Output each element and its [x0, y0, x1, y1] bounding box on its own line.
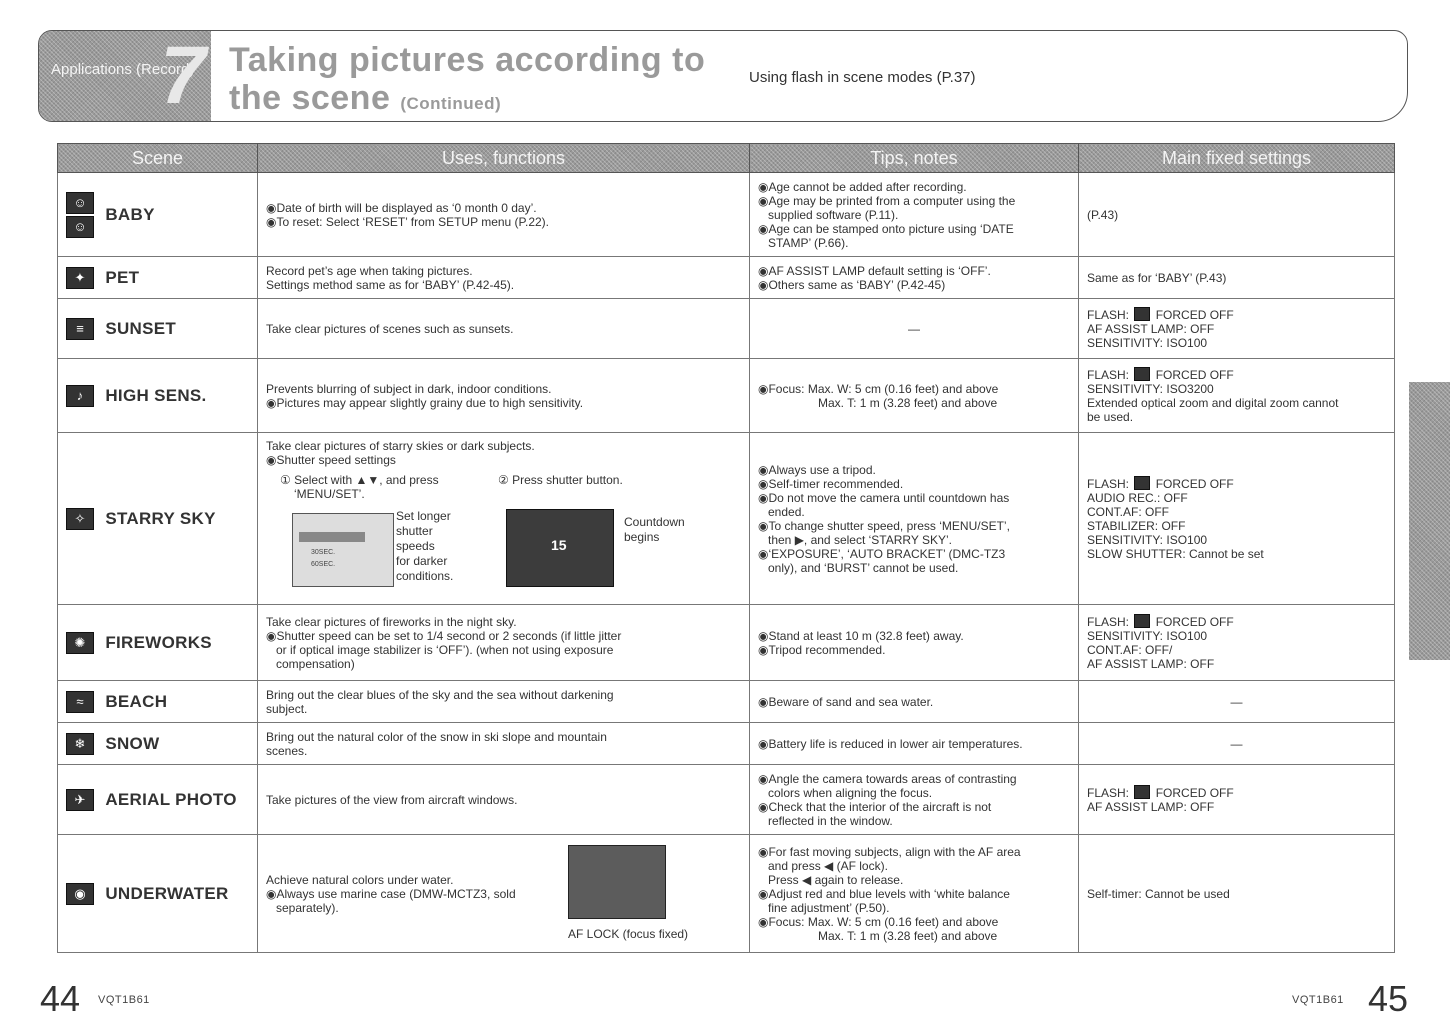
- scene-cell: [58, 605, 258, 681]
- text-line: ◉Shutter speed settings: [266, 453, 396, 467]
- table-row-pet: [58, 257, 1395, 299]
- text-line: supplied software (P.11).: [768, 207, 899, 222]
- scene-name-aerial-photo: AERIAL PHOTO: [105, 789, 237, 809]
- uses-cell: [258, 723, 750, 765]
- text-line: shutter: [396, 524, 433, 538]
- scene-cell: [58, 835, 258, 953]
- text-line: (P.43): [1087, 207, 1119, 222]
- text-line: Max. T: 1 m (3.28 feet) and above: [818, 928, 998, 943]
- scene-cell: [58, 299, 258, 359]
- scene-name-baby: BABY: [105, 204, 155, 224]
- tips-cell: [750, 765, 1079, 835]
- flash-label: FLASH:: [1087, 477, 1130, 491]
- model-code-left: VQT1B61: [98, 994, 150, 1006]
- text-line: AUDIO REC.: OFF: [1087, 491, 1188, 505]
- tips-cell: [750, 173, 1079, 257]
- text-line: and press ◀ (AF lock).: [768, 858, 888, 873]
- settings-cell: [1079, 433, 1395, 605]
- text-line: SENSITIVITY: ISO3200: [1087, 382, 1214, 396]
- text-line: AF ASSIST LAMP: OFF: [1087, 322, 1215, 336]
- text-line: Bring out the natural color of the snow in ski slope and mountain: [266, 729, 607, 744]
- text-line: ◉AF ASSIST LAMP default setting is ‘OFF’.: [758, 263, 991, 278]
- table-row-sunset: [58, 299, 1395, 359]
- starry-sky-icon: ✧: [66, 508, 94, 530]
- text-line: reflected in the window.: [768, 813, 893, 828]
- text-line: SENSITIVITY: ISO100: [1087, 533, 1208, 547]
- text-line: ◉Shutter speed can be set to 1/4 second or 2 seconds (if little jitter: [266, 628, 622, 643]
- tips-cell: [750, 299, 1079, 359]
- flash-label: FLASH:: [1087, 615, 1130, 629]
- text-line: ◉Always use marine case (DMW-MCTZ3, sold: [266, 886, 516, 901]
- settings-cell: [1079, 359, 1395, 433]
- text-line: Extended optical zoom and digital zoom cannot: [1087, 396, 1339, 410]
- flash-label: FLASH:: [1087, 786, 1130, 800]
- uses-cell: [258, 359, 750, 433]
- text-line: only), and ‘BURST’ cannot be used.: [768, 560, 959, 575]
- text-line: ◉Tripod recommended.: [758, 642, 886, 657]
- text-line: ◉Stand at least 10 m (32.8 feet) away.: [758, 628, 964, 643]
- text-line: CONT.AF: OFF/: [1087, 643, 1173, 657]
- menu-row: 60SEC.: [311, 561, 336, 568]
- scene-name-fireworks: FIREWORKS: [105, 632, 212, 652]
- text-line: ◉Age can be stamped onto picture using ‘DATE: [758, 221, 1014, 236]
- sunset-icon: ≡: [66, 318, 94, 340]
- text-line: FORCED OFF: [1155, 615, 1234, 629]
- text-line: ◉Age may be printed from a computer using the: [758, 193, 1016, 208]
- flash-off-icon: [1134, 307, 1150, 321]
- text-line: ◉To reset: Select ‘RESET’ from SETUP menu (P.22).: [266, 214, 550, 229]
- text-line: Countdown: [624, 515, 685, 529]
- underwater-icon: ◉: [66, 883, 94, 905]
- text-line: Set longer: [396, 509, 451, 523]
- text-line: conditions.: [396, 569, 454, 583]
- table-row-starry-sky: [58, 433, 1395, 605]
- flash-off-icon: [1134, 614, 1150, 628]
- text-line: FORCED OFF: [1155, 786, 1234, 800]
- step-1: [280, 473, 490, 501]
- text-line: SENSITIVITY: ISO100: [1087, 336, 1208, 350]
- scene-name-pet: PET: [105, 267, 140, 287]
- beach-icon: ≈: [66, 691, 94, 713]
- scene-name-underwater: UNDERWATER: [105, 883, 229, 903]
- text-line: SLOW SHUTTER: Cannot be set: [1087, 547, 1264, 561]
- text-line: ◉Adjust red and blue levels with ‘white balance: [758, 886, 1010, 901]
- text-line: —: [1230, 736, 1243, 751]
- text-line: ◉Self-timer recommended.: [758, 476, 904, 491]
- text-line: Take clear pictures of fireworks in the night sky.: [266, 614, 517, 629]
- text-line: FORCED OFF: [1155, 308, 1234, 322]
- step-2: ② Press shutter button.: [498, 473, 623, 487]
- text-line: ◉Battery life is reduced in lower air temperatures.: [758, 736, 1023, 751]
- text-line: Achieve natural colors under water.: [266, 872, 454, 887]
- scene-cell: [58, 723, 258, 765]
- scene-table: [57, 143, 1394, 953]
- page-title: [229, 41, 705, 123]
- settings-cell: [1079, 299, 1395, 359]
- chapter-number: 7: [160, 30, 206, 121]
- menu-highlight-bar: [299, 532, 365, 542]
- text-line: subject.: [266, 701, 308, 716]
- text-line: be used.: [1087, 410, 1134, 424]
- table-row-baby: [58, 173, 1395, 257]
- tips-cell: [750, 605, 1079, 681]
- chapter-tab: [39, 31, 211, 121]
- table-row-beach: [58, 681, 1395, 723]
- scene-cell: [58, 681, 258, 723]
- text-line: Prevents blurring of subject in dark, indoor conditions.: [266, 381, 552, 396]
- uses-cell: [258, 765, 750, 835]
- text-line: compensation): [276, 656, 355, 671]
- text-line: FORCED OFF: [1155, 368, 1234, 382]
- menu-screen-illustration: [292, 513, 394, 587]
- fireworks-icon: ✺: [66, 632, 94, 654]
- title-line-2: the scene: [229, 79, 391, 117]
- text-line: scenes.: [266, 743, 308, 758]
- text-line: ◉For fast moving subjects, align with the AF area: [758, 844, 1021, 859]
- text-line: then ▶, and select ‘STARRY SKY’.: [768, 532, 952, 547]
- uses-cell: [258, 299, 750, 359]
- page-number-left: 44: [40, 978, 81, 1019]
- uses-cell: [258, 173, 750, 257]
- text-line: ◉Beware of sand and sea water.: [758, 694, 934, 709]
- menu-row: 30SEC.: [311, 549, 336, 556]
- text-line: for darker: [396, 554, 448, 568]
- column-header-scene: Scene: [58, 144, 258, 173]
- scene-cell: [58, 765, 258, 835]
- text-line: ① Select with ▲▼, and press: [280, 473, 439, 487]
- text-line: ◉Age cannot be added after recording.: [758, 179, 967, 194]
- text-line: AF ASSIST LAMP: OFF: [1087, 657, 1215, 671]
- text-line: CONT.AF: OFF: [1087, 505, 1169, 519]
- underwater-screen-illustration: [568, 845, 666, 919]
- text-line: ‘MENU/SET’.: [294, 487, 365, 501]
- text-line: STABILIZER: OFF: [1087, 519, 1186, 533]
- flash-off-icon: [1134, 367, 1150, 381]
- text-line: begins: [624, 530, 660, 544]
- table-header-row: [58, 144, 1395, 173]
- page-header: [38, 30, 1408, 122]
- text-line: ◉To change shutter speed, press ‘MENU/SET’,: [758, 518, 1010, 533]
- scene-cell: [58, 257, 258, 299]
- tips-cell: [750, 433, 1079, 605]
- text-line: Bring out the clear blues of the sky and the sea without darkening: [266, 687, 614, 702]
- text-line: ◉‘EXPOSURE’, ‘AUTO BRACKET’ (DMC-TZ3: [758, 546, 1006, 561]
- lcd-countdown-illustration: [506, 509, 614, 587]
- text-line: Press ◀ again to release.: [768, 872, 904, 887]
- aerial-photo-icon: ✈: [66, 789, 94, 811]
- text-line: speeds: [396, 539, 435, 553]
- text-line: Max. T: 1 m (3.28 feet) and above: [818, 395, 998, 410]
- scene-name-starry-sky: STARRY SKY: [105, 508, 216, 528]
- text-line: Self-timer: Cannot be used: [1087, 886, 1230, 901]
- text-line: ◉Pictures may appear slightly grainy due to high sensitivity.: [266, 395, 584, 410]
- text-line: Record pet’s age when taking pictures.: [266, 263, 473, 278]
- scene-name-high-sens: HIGH SENS.: [105, 385, 207, 405]
- flash-off-icon: [1134, 476, 1150, 490]
- page-subtitle: Using flash in scene modes (P.37): [749, 69, 976, 86]
- settings-cell: [1079, 605, 1395, 681]
- text-line: fine adjustment’ (P.50).: [768, 900, 890, 915]
- scene-name-beach: BEACH: [105, 691, 168, 711]
- text-line: ◉Focus: Max. W: 5 cm (0.16 feet) and above: [758, 914, 999, 929]
- countdown-note: [624, 515, 685, 545]
- column-header-settings: Main fixed settings: [1079, 144, 1395, 173]
- text-line: —: [1230, 694, 1243, 709]
- countdown-number: 15: [551, 537, 567, 553]
- text-line: Settings method same as for ‘BABY’ (P.42-45).: [266, 277, 515, 292]
- settings-cell: [1079, 835, 1395, 953]
- tips-cell: [750, 681, 1079, 723]
- text-line: AF ASSIST LAMP: OFF: [1087, 800, 1215, 814]
- title-line-1: Taking pictures according to: [229, 41, 706, 79]
- settings-cell: [1079, 765, 1395, 835]
- flash-label: FLASH:: [1087, 308, 1130, 322]
- snow-icon: ❄: [66, 733, 94, 755]
- text-line: ◉Date of birth will be displayed as ‘0 month 0 day’.: [266, 200, 537, 215]
- text-line: ◉Always use a tripod.: [758, 462, 876, 477]
- scene-name-snow: SNOW: [105, 733, 160, 753]
- column-header-tips: Tips, notes: [750, 144, 1079, 173]
- flash-off-icon: [1134, 785, 1150, 799]
- af-lock-caption: AF LOCK (focus fixed): [568, 927, 689, 941]
- chapter-thumb-tab: [1409, 382, 1450, 660]
- high-sens-icon: ♪: [66, 385, 94, 407]
- scene-cell: [58, 173, 258, 257]
- text-line: Take pictures of the view from aircraft windows.: [266, 792, 518, 807]
- uses-cell: [258, 605, 750, 681]
- settings-cell: [1079, 723, 1395, 765]
- scene-cell: [58, 359, 258, 433]
- scene-cell: [58, 433, 258, 605]
- text-line: —: [908, 321, 920, 336]
- text-line: FORCED OFF: [1155, 477, 1234, 491]
- text-line: separately).: [276, 900, 339, 915]
- uses-cell: [258, 681, 750, 723]
- tips-cell: [750, 835, 1079, 953]
- text-line: Take clear pictures of scenes such as sunsets.: [266, 321, 514, 336]
- table-row-fireworks: [58, 605, 1395, 681]
- shutter-steps: [266, 473, 741, 583]
- table-row-underwater: [58, 835, 1395, 953]
- table-row-aerial-photo: [58, 765, 1395, 835]
- pet-icon: ✦: [66, 267, 94, 289]
- scene-name-sunset: SUNSET: [105, 318, 177, 338]
- text-line: ◉Check that the interior of the aircraft is not: [758, 799, 992, 814]
- text-line: or if optical image stabilizer is ‘OFF’). (when not using exposure: [276, 642, 614, 657]
- uses-cell: [258, 835, 750, 953]
- column-header-uses: Uses, functions: [258, 144, 750, 173]
- model-code-right: VQT1B61: [1292, 994, 1344, 1006]
- text-line: ◉Do not move the camera until countdown has: [758, 490, 1010, 505]
- text-line: ◉Angle the camera towards areas of contrasting: [758, 771, 1017, 786]
- table-row-high-sens: [58, 359, 1395, 433]
- tips-cell: [750, 359, 1079, 433]
- settings-cell: [1079, 173, 1395, 257]
- uses-cell: [258, 257, 750, 299]
- baby-icon: ☺: [66, 192, 94, 214]
- text-line: STAMP’ (P.66).: [768, 235, 849, 250]
- text-line: Same as for ‘BABY’ (P.43): [1087, 270, 1227, 285]
- flash-label: FLASH:: [1087, 368, 1130, 382]
- settings-cell: [1079, 257, 1395, 299]
- set-longer-note: [396, 509, 476, 584]
- tips-cell: [750, 723, 1079, 765]
- baby-icon-2: ☺: [66, 216, 94, 238]
- table-row-snow: [58, 723, 1395, 765]
- title-continued: (Continued): [400, 94, 502, 113]
- text-line: SENSITIVITY: ISO100: [1087, 629, 1208, 643]
- text-line: ◉Others same as ‘BABY’ (P.42-45): [758, 277, 946, 292]
- page-number-right: 45: [1368, 978, 1409, 1019]
- text-line: Take clear pictures of starry skies or dark subjects.: [266, 439, 535, 453]
- settings-cell: [1079, 681, 1395, 723]
- uses-cell: [258, 433, 750, 605]
- text-line: colors when aligning the focus.: [768, 785, 933, 800]
- chapter-label: Applications (Record): [51, 61, 195, 78]
- tips-cell: [750, 257, 1079, 299]
- text-line: ◉Focus: Max. W: 5 cm (0.16 feet) and above: [758, 381, 999, 396]
- text-line: ended.: [768, 504, 805, 519]
